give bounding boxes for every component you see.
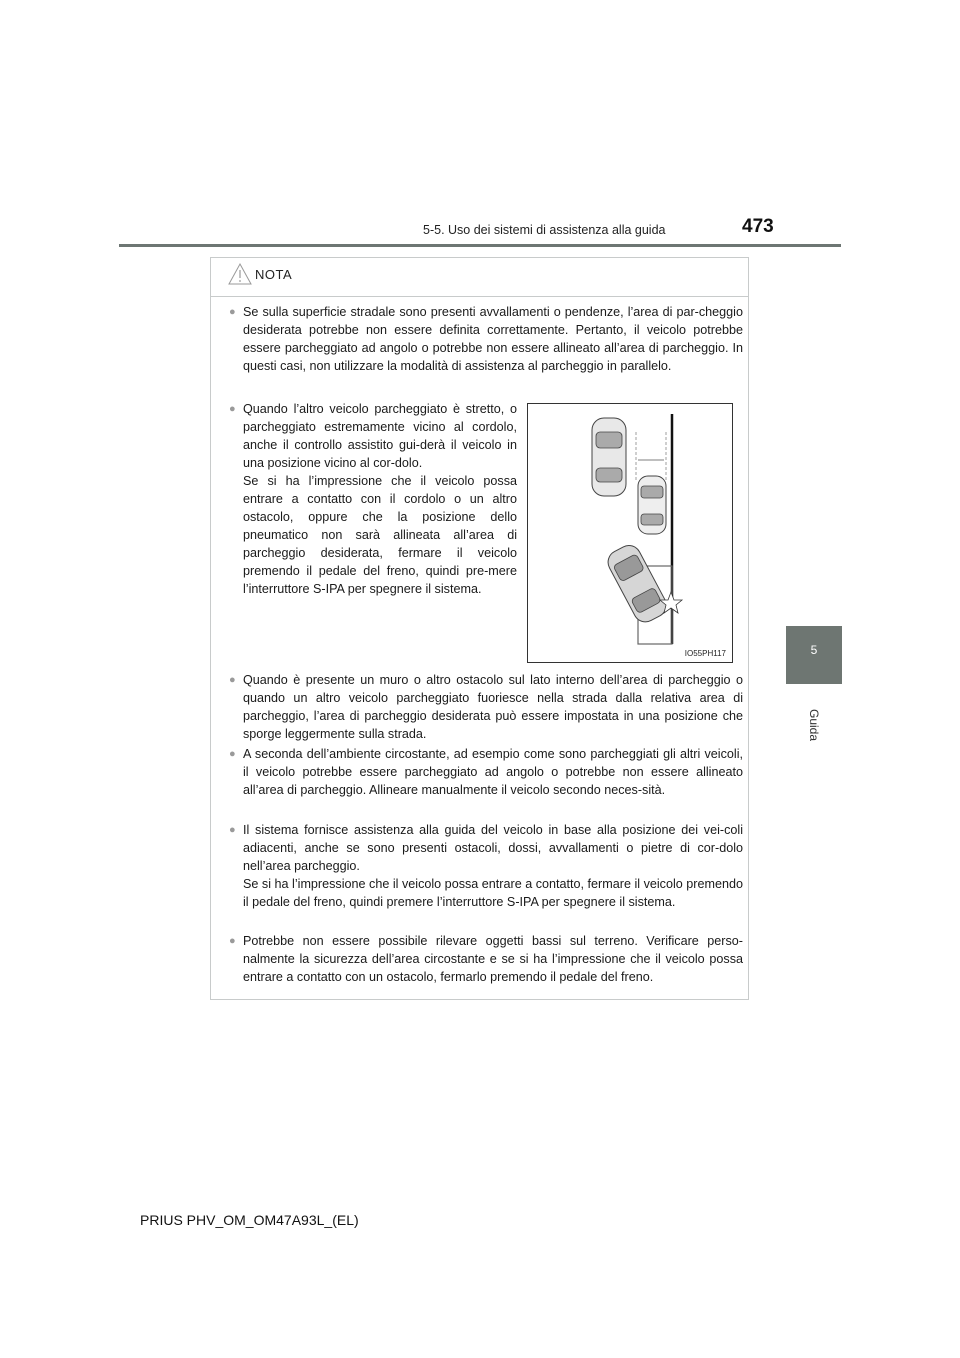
notice-item [229,400,517,630]
notice-item-text: Il sistema fornisce assistenza alla guida del veicolo in base alla posizione dei vei-coli adiacenti, anche se sono presenti ostacoli, dossi, avvallamenti o pietre di cor-dolo nell’area parcheggio. [243,823,743,873]
notice-item-text: A seconda dell’ambiente circostante, ad esempio come sono parcheggiati gli altri veicoli, il veicolo potrebbe essere parcheggiato ad angolo o potrebbe non essere allineato all’area di parcheggio. Allineare manualmente il veicolo secondo neces-sità. [243,747,743,797]
notice-item [229,671,743,745]
notice-header [211,258,748,297]
bullet-icon: ● [229,674,236,686]
notice-item-text-extra: Se si ha l’impressione che il veicolo possa entrare a contatto, fermare il veicolo premendo il pedale del freno, quindi premere l’interruttore S-IPA per spegnere il sistema. [243,877,743,909]
footer-model-code: PRIUS PHV_OM_OM47A93L_(EL) [140,1212,359,1228]
bullet-icon: ● [229,306,236,318]
maneuvering-car [604,541,671,626]
bullet-icon: ● [229,824,236,836]
notice-item-text: Se sulla superficie stradale sono presenti avvallamenti o pendenze, l’area di par-cheggio desiderata potrebbe non essere definita correttamente. Pertanto, il veicolo potrebbe essere parcheggiato ad angolo o potrebbe non essere allineato all’area di parcheggio. In questi casi, non utilizzare la modalità di assistenza al parcheggio in parallelo. [243,305,743,373]
bullet-icon: ● [229,403,236,415]
notice-item [229,303,743,393]
figure-code: IO55PH117 [684,649,726,658]
bullet-icon: ● [229,935,236,947]
chapter-label: Guida [807,708,821,742]
notice-title: NOTA [255,267,293,282]
section-title: 5-5. Uso dei sistemi di assistenza alla guida [423,223,666,237]
notice-item-text: Potrebbe non essere possibile rilevare oggetti bassi sul terreno. Verificare perso-nalmente la sicurezza dell’area circostante e se si ha l’impressione che il veicolo possa entrare a contatto con un ostacolo, fermarlo premendo il pedale del freno. [243,934,743,984]
warning-triangle-icon [227,262,253,286]
page-number: 473 [742,216,774,237]
parked-car-front [592,418,626,496]
notice-item [229,745,743,819]
notice-item-text: Quando è presente un muro o altro ostacolo sul lato interno dell’area di parcheggio o quando un altro veicolo parcheggiato fuoriesce nella strada dalla relativa area di parcheggio, l’area di parcheggio desiderata può essere impostata in una posizione che sporge leggermente sulla strada. [243,673,743,741]
notice-box [210,257,749,1000]
parking-illustration [528,404,732,662]
notice-item-body [243,821,743,911]
notice-item [229,932,743,990]
bullet-icon: ● [229,748,236,760]
chapter-tab: 5 [786,626,842,684]
header-divider [119,244,841,247]
notice-item [229,821,743,931]
notice-item-text-extra: Se si ha l’impressione che il veicolo possa entrare a contatto con il cordolo o un altro ostacolo, oppure che la posizione dello pneumatico non sarà allineata all’area di parcheggio desiderata, fermare il veicolo premendo il pedale del freno, quindi pre-mere l’interruttore S-IPA per spegnere il sistema. [243,474,517,596]
notice-item-body [243,400,517,598]
parking-diagram [527,403,733,663]
parked-car-rear [638,476,666,534]
notice-item-text: Quando l’altro veicolo parcheggiato è stretto, o parcheggiato estremamente vicino al cordolo, anche il controllo assistito gui-derà il veicolo in una posizione vicino al cor-dolo. [243,402,517,470]
